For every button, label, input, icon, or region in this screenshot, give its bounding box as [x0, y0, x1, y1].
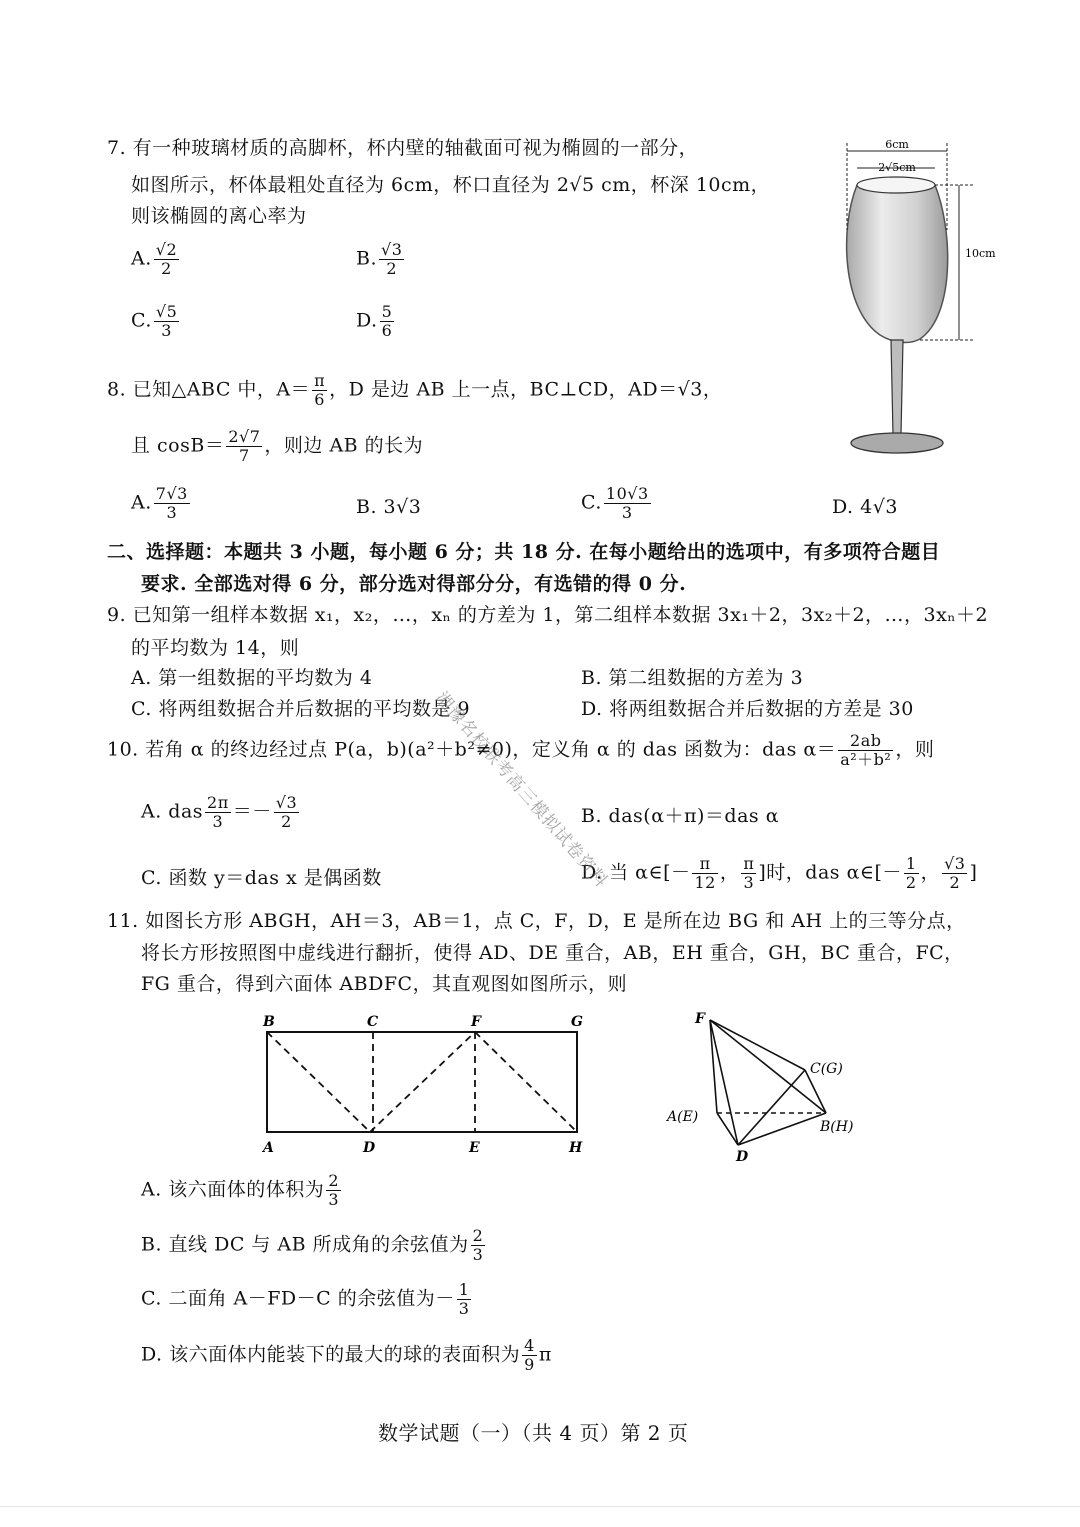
- rectangle-net-figure: [255, 1010, 595, 1160]
- label-C: C: [367, 1014, 379, 1030]
- q11-option-b[interactable]: B. 直线 DC 与 AB 所成角的余弦值为 $\frac{2}{3}$: [141, 1226, 484, 1264]
- q8-option-b[interactable]: B. 3√3: [356, 496, 422, 518]
- glass-rim: [857, 177, 935, 193]
- q11-line3: FG 重合，得到六面体 ABDFC，其直观图如图所示，则: [141, 973, 628, 995]
- edge-DC: [738, 1070, 805, 1145]
- q10-option-c[interactable]: C. 函数 y＝das x 是偶函数: [141, 867, 382, 889]
- fraction: $\frac{4}{9}$: [524, 1336, 535, 1374]
- label-BH: B(H): [820, 1119, 854, 1135]
- label-E: E: [469, 1140, 480, 1156]
- label-6cm: 6cm: [885, 138, 909, 151]
- fraction: $\frac{\pi}{6}$: [314, 371, 326, 409]
- label-H: H: [569, 1140, 583, 1156]
- q7-option-b[interactable]: [356, 241, 406, 278]
- q7-line2: 如图所示，杯体最粗处直径为 6cm，杯口直径为 2√5 cm，杯深 10cm，: [131, 174, 771, 196]
- fraction: $\frac{√3}{2}$: [944, 854, 966, 892]
- fraction: $\frac{10√3}{3}$: [605, 484, 649, 522]
- q8-line2: 且 cosB＝ $\frac{2√7}{7}$ ，则边 AB 的长为: [131, 427, 424, 465]
- label-mouth-width: 2√5cm: [878, 161, 916, 174]
- label-D: D: [736, 1149, 749, 1165]
- edge-DB: [738, 1113, 826, 1145]
- option-label: B.: [356, 247, 378, 270]
- fraction: $\frac{2ab}{\text{a²＋b²}}$: [840, 731, 892, 769]
- fold-line-DF: [370, 1032, 475, 1132]
- q10-option-d[interactable]: D. 当 α∈[－ $\frac{\pi}{12}$ ， $\frac{\pi}{3}$ ]时，das α∈[－ $\frac{1}{2}$ ， $\frac{√3}{2}$ ]: [581, 854, 978, 892]
- fraction: $\frac{\pi}{3}$: [743, 854, 755, 892]
- label-AE: A(E): [667, 1109, 699, 1125]
- q9-option-d[interactable]: D. 将两组数据合并后数据的方差是 30: [581, 698, 914, 720]
- q8-option-a[interactable]: A. $\frac{7√3}{3}$: [131, 484, 188, 522]
- glass-bowl: [847, 185, 948, 342]
- q9-option-c[interactable]: C. 将两组数据合并后数据的平均数是 9: [131, 698, 471, 720]
- label-G: G: [571, 1014, 583, 1030]
- fraction: $\frac{√3}{2}$: [381, 240, 403, 278]
- q10-option-b[interactable]: B. das(α＋π)＝das α: [581, 805, 780, 827]
- fraction: $\frac{2√7}{7}$: [228, 427, 261, 465]
- section2-line1: 二、选择题：本题共 3 小题，每小题 6 分；共 18 分. 在每小题给出的选项中，有多项符合题目: [107, 541, 941, 563]
- q10-stem: 10. 若角 α 的终边经过点 P(a，b)(a²＋b²≠0)，定义角 α 的 das 函数为：das α＝ $\frac{2ab}{\text{a²＋b²}}$ ，则: [107, 731, 935, 769]
- fraction: $\frac{2}{3}$: [328, 1171, 339, 1209]
- fraction: $\frac{√5}{3}$: [155, 302, 178, 340]
- glass-base: [851, 433, 943, 453]
- q7-line1: 7. 有一种玻璃材质的高脚杯，杯内壁的轴截面可视为椭圆的一部分，: [107, 137, 699, 159]
- q8-option-d[interactable]: D. 4√3: [832, 496, 898, 518]
- q11-option-d[interactable]: D. 该六面体内能装下的最大的球的表面积为 $\frac{4}{9}$ π: [141, 1336, 552, 1374]
- q9-option-b[interactable]: B. 第二组数据的方差为 3: [581, 667, 804, 689]
- q8-option-c[interactable]: C. $\frac{10√3}{3}$: [581, 484, 649, 522]
- q11-line1: 11. 如图长方形 ABGH，AH＝3，AB＝1，点 C，F，D，E 是所在边 BG 和 AH 上的三等分点，: [107, 910, 966, 932]
- option-label: C.: [131, 309, 152, 332]
- label-CG: C(G): [810, 1061, 843, 1077]
- fraction: $\frac{2\pi}{3}$: [207, 793, 229, 831]
- q8-line1: 8. 已知△ABC 中，A＝ $\frac{\pi}{6}$ ，D 是边 AB 上一点，BC⊥CD，AD＝√3，: [107, 371, 723, 409]
- option-label: A.: [131, 247, 152, 270]
- q7-option-a[interactable]: [131, 241, 181, 278]
- hexahedron-figure: [660, 1005, 870, 1170]
- q7-line3: 则该椭圆的离心率为: [131, 205, 307, 227]
- label-A: A: [263, 1140, 274, 1156]
- label-D: D: [363, 1140, 376, 1156]
- q11-line2: 将长方形按照图中虚线进行翻折，使得 AD、DE 重合，AB，EH 重合，GH，BC 重合，FC，: [141, 942, 964, 964]
- q10-option-a[interactable]: A. das $\frac{2\pi}{3}$ ＝－ $\frac{√3}{2}$: [141, 793, 298, 831]
- q9-option-a[interactable]: A. 第一组数据的平均数为 4: [131, 667, 373, 689]
- q9-line2: 的平均数为 14，则: [131, 637, 300, 659]
- fraction: $\frac{2}{3}$: [472, 1226, 484, 1264]
- q11-option-a[interactable]: A. 该六面体的体积为 $\frac{2}{3}$: [141, 1171, 339, 1209]
- option-label: D.: [356, 309, 378, 332]
- edge-FC: [710, 1020, 805, 1070]
- q9-line1: 9. 已知第一组样本数据 x₁，x₂，…，xₙ 的方差为 1，第二组样本数据 3x₁＋2，3x₂＋2，…，3xₙ＋2: [107, 604, 989, 626]
- fraction: $\frac{√3}{2}$: [275, 793, 298, 831]
- glass-stem: [891, 340, 903, 435]
- label-10cm: 10cm: [965, 247, 996, 260]
- watermark: 湘豫名校联考高三模拟试卷资料: [431, 688, 612, 892]
- fraction: $\frac{1}{3}$: [458, 1280, 470, 1318]
- label-B: B: [263, 1014, 275, 1030]
- wine-glass-figure: [835, 135, 996, 460]
- label-F: F: [471, 1014, 481, 1030]
- fraction: $\frac{5}{6}$: [381, 302, 393, 340]
- fold-line-BD: [267, 1032, 370, 1132]
- fold-line-FH: [475, 1032, 577, 1132]
- q7-option-c[interactable]: [131, 303, 181, 340]
- label-F: F: [695, 1011, 705, 1027]
- fraction: $\frac{7√3}{3}$: [155, 484, 188, 522]
- fraction: $\frac{1}{2}$: [905, 854, 917, 892]
- q11-option-c[interactable]: C. 二面角 A－FD－C 的余弦值为－ $\frac{1}{3}$: [141, 1280, 470, 1318]
- page-bottom-divider: [0, 1506, 1080, 1507]
- fraction: $\frac{\pi}{12}$: [694, 854, 716, 892]
- page-footer: 数学试题（一）（共 4 页）第 2 页: [378, 1421, 689, 1445]
- section2-line2: 要求. 全部选对得 6 分，部分选对得部分分，有选错的得 0 分.: [141, 573, 687, 595]
- q7-option-d[interactable]: [356, 303, 396, 340]
- fraction: $\frac{√2}{2}$: [155, 240, 178, 278]
